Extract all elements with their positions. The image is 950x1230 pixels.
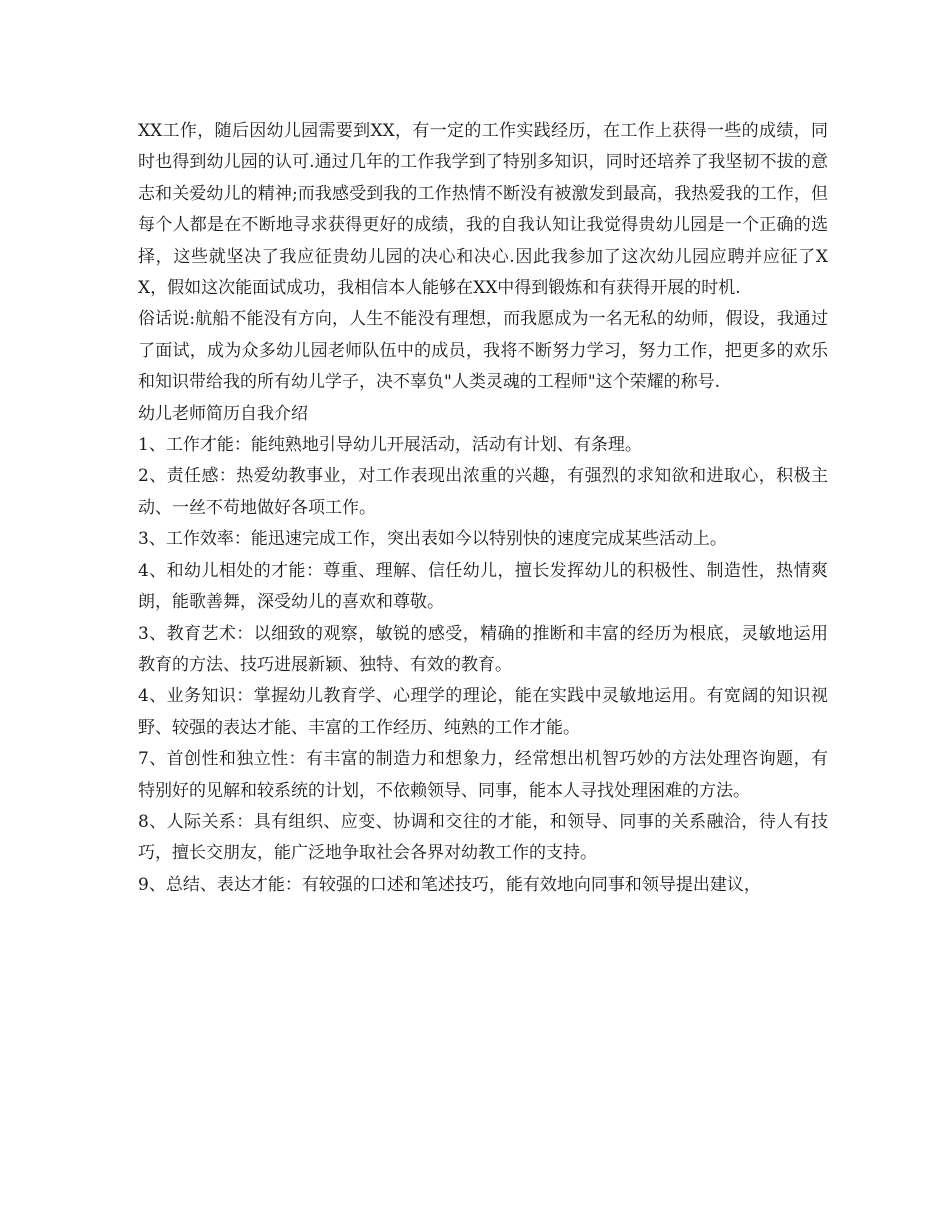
list-item: 3、工作效率：能迅速完成工作，突出表如今以特别快的速度完成某些活动上。 [138,529,727,550]
paragraph-intro-work: XX工作，随后因幼儿园需要到XX，有一定的工作实践经历，在工作上获得一些的成绩，同时也得到幼儿园的认可.通过几年的工作我学到了特别多知识，同时还培养了我坚韧不拔的意志和关爱幼儿的精神;而我感受到我的工作热情不断没有被激发到最高，我热爱我的工作，但每个人都是在不断地寻求获得更好的成绩，我的自我认知让我觉得贵幼儿园是一个正确的选择，这些就坚决了我应征贵幼儿园的决心和决心.因此我参加了这次幼儿园应聘并应征了XX，假如这次能面试成功，我相信本人能够在XX中得到锻炼和有获得开展的时机. [138,121,828,299]
list-item: 9、总结、表达才能：有较强的口述和笔述技巧，能有效地向同事和领导提出建议， [138,874,761,895]
list-item: 4、业务知识：掌握幼儿教育学、心理学的理论，能在实践中灵敏地运用。有宽阔的知识视野、较强的表达才能、丰富的工作经历、纯熟的工作才能。 [138,686,828,738]
list-item: 1、工作才能：能纯熟地引导幼儿开展活动，活动有计划、有条理。 [138,435,642,456]
list-item: 7、首创性和独立性：有丰富的制造力和想象力，经常想出机智巧妙的方法处理咨询题，有特别好的见解和较系统的计划，不依赖领导、同事，能本人寻找处理困难的方法。 [138,749,828,801]
list-item: 3、教育艺术：以细致的观察，敏锐的感受，精确的推断和丰富的经历为根底，灵敏地运用教育的方法、技巧进展新颖、独特、有效的教育。 [138,623,828,675]
document-body [138,116,828,901]
list-item: 4、和幼儿相处的才能：尊重、理解、信任幼儿，擅长发挥幼儿的积极性、制造性，热情爽朗，能歌善舞，深受幼儿的喜欢和尊敬。 [138,560,828,613]
paragraph-proverb: 俗话说:航船不能没有方向，人生不能没有理想，而我愿成为一名无私的幼师，假设，我通过了面试，成为众多幼儿园老师队伍中的成员，我将不断努力学习，努力工作，把更多的欢乐和知识带给我的所有幼儿学子，决不辜负"人类灵魂的工程师"这个荣耀的称号. [138,309,828,393]
section-heading: 幼儿老师简历自我介绍 [138,403,308,424]
list-item: 2、责任感：热爱幼教事业，对工作表现出浓重的兴趣，有强烈的求知欲和进取心，积极主动、一丝不苟地做好各项工作。 [138,466,828,518]
list-item: 8、人际关系：具有组织、应变、协调和交往的才能，和领导、同事的关系融洽，待人有技巧，擅长交朋友，能广泛地争取社会各界对幼教工作的支持。 [138,811,828,864]
